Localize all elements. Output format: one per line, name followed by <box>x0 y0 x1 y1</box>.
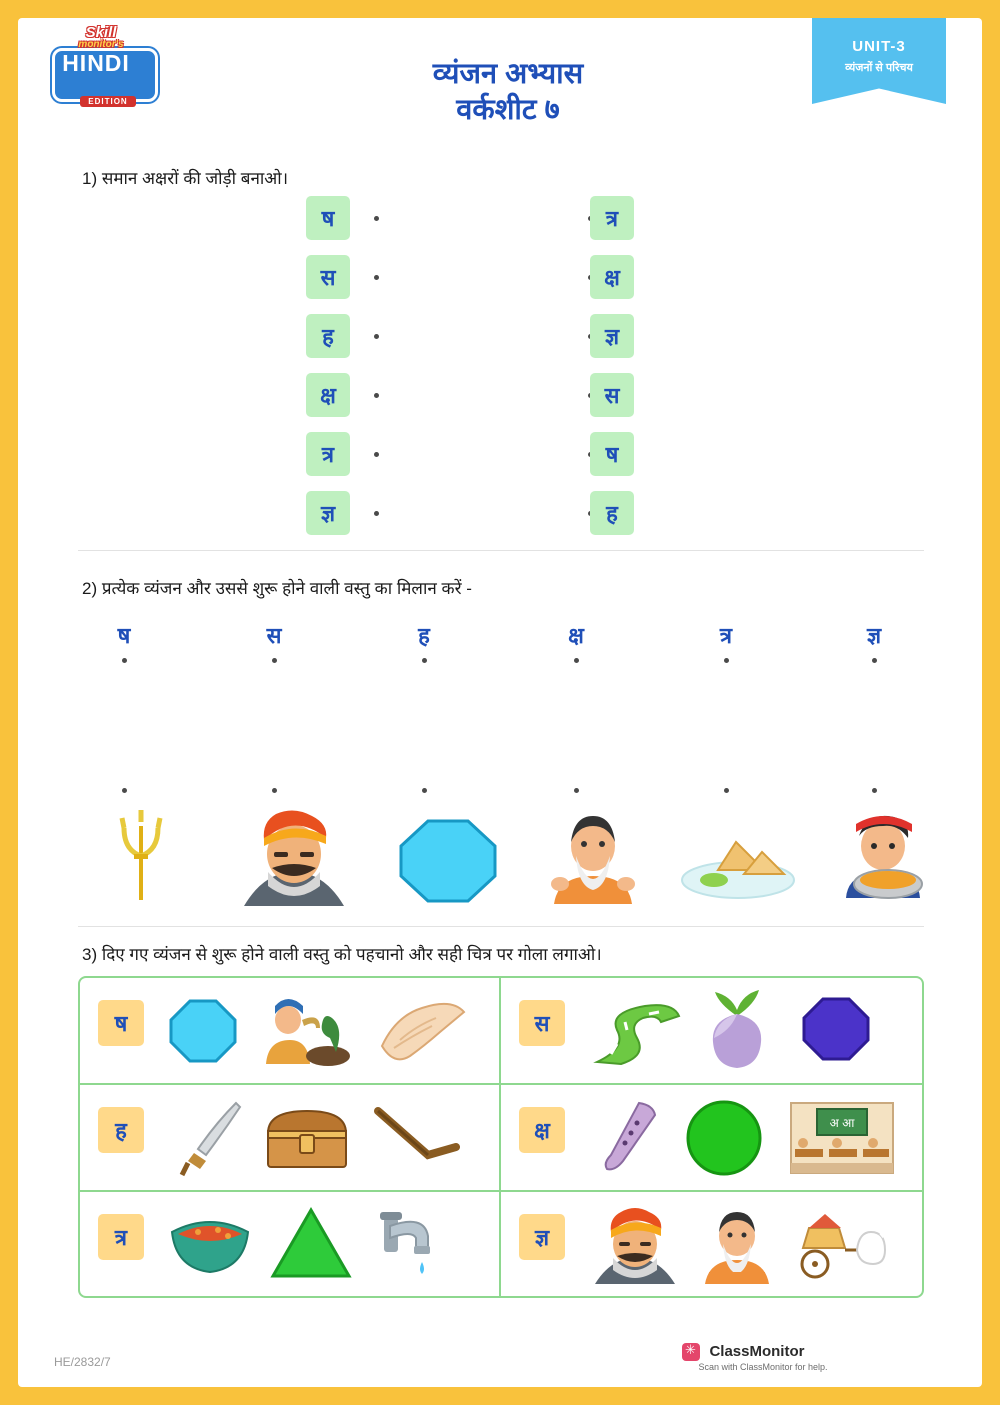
q1-right-tile[interactable]: क्ष <box>590 255 634 299</box>
unit-ribbon <box>812 18 946 104</box>
q3-row-letter: क्ष <box>519 1107 565 1153</box>
q1-left-tile[interactable]: क्ष <box>306 373 350 417</box>
worksheet-code: HE/2832/7 <box>54 1355 111 1369</box>
q2-top-dot[interactable] <box>422 658 427 663</box>
q2-bottom-dot[interactable] <box>872 788 877 793</box>
question-3-grid <box>78 976 924 1298</box>
q2-top-dot[interactable] <box>574 658 579 663</box>
q3-row-letter: स <box>519 1000 565 1046</box>
q1-right-tile[interactable]: स <box>590 373 634 417</box>
q1-left-dot[interactable] <box>374 275 379 280</box>
sage-icon[interactable] <box>538 804 648 908</box>
q2-bottom-dot[interactable] <box>724 788 729 793</box>
q2-top-dot[interactable] <box>872 658 877 663</box>
q3-cell <box>501 978 922 1085</box>
q3-cell <box>80 1192 501 1296</box>
q3-cell <box>501 1192 922 1296</box>
q2-bottom-dot[interactable] <box>122 788 127 793</box>
logo-monitor-text: monitor's <box>78 39 124 50</box>
q3-cell <box>501 1085 922 1192</box>
q2-letter[interactable]: ष <box>117 623 131 648</box>
q2-top-dot[interactable] <box>272 658 277 663</box>
octagon-icon[interactable] <box>168 998 238 1069</box>
treasure-chest-icon[interactable] <box>260 1103 354 1180</box>
q1-left-tile[interactable]: त्र <box>306 432 350 476</box>
logo-edition-badge: EDITION <box>80 96 136 107</box>
purple-octagon-icon[interactable] <box>801 996 871 1067</box>
q2-letter[interactable]: त्र <box>719 623 733 648</box>
q2-letter[interactable]: क्ष <box>568 623 584 648</box>
question-1-text: 1) समान अक्षरों की जोड़ी बनाओ। <box>82 169 289 188</box>
q2-letter[interactable]: ज्ञ <box>866 623 882 648</box>
logo-skill-text: Skill <box>85 24 117 41</box>
section-divider <box>78 550 924 551</box>
q1-left-dot[interactable] <box>374 452 379 457</box>
q2-letter[interactable]: ह <box>418 623 430 648</box>
q2-bottom-dot[interactable] <box>574 788 579 793</box>
question-2-text: 2) प्रत्येक व्यंजन और उससे शुरू होने वाली वस्तु का मिलान करें - <box>82 579 472 598</box>
logo-hindi-text: HINDI <box>62 50 130 76</box>
green-triangle-icon[interactable] <box>270 1206 352 1285</box>
worksheet-page <box>18 18 982 1387</box>
halwai-icon[interactable] <box>828 806 938 906</box>
q3-row-letter: त्र <box>98 1214 144 1260</box>
unit-subtitle: व्यंजनों से परिचय <box>845 62 913 74</box>
kshatriya-icon[interactable] <box>587 1206 683 1291</box>
samosa-plate-icon[interactable] <box>678 818 798 902</box>
title-line-2: वर्कशीट ७ <box>456 94 560 126</box>
classmonitor-logo-icon <box>682 1343 700 1361</box>
brand-logo <box>46 26 158 118</box>
q1-left-tile[interactable]: स <box>306 255 350 299</box>
q1-left-dot[interactable] <box>374 393 379 398</box>
brand-name: ClassMonitor <box>709 1343 805 1361</box>
kshatriya-icon[interactable] <box>234 806 354 908</box>
q3-cell <box>80 1085 501 1192</box>
green-circle-icon[interactable] <box>685 1099 763 1182</box>
q2-letter[interactable]: स <box>266 623 282 648</box>
road-icon[interactable] <box>587 996 683 1071</box>
turnip-icon[interactable] <box>697 990 777 1077</box>
conch-shell-icon[interactable] <box>370 992 470 1075</box>
svg-text:अ आ: अ आ <box>829 1116 855 1130</box>
octagon-icon[interactable] <box>398 818 498 904</box>
q2-top-dot[interactable] <box>122 658 127 663</box>
classmonitor-brand <box>682 1343 882 1373</box>
classroom-icon[interactable] <box>789 1101 895 1180</box>
sage-icon[interactable] <box>693 1204 781 1291</box>
trishul-icon[interactable] <box>96 808 186 908</box>
shehnai-icon[interactable] <box>595 1099 665 1182</box>
sapera-icon[interactable] <box>258 994 358 1073</box>
chariot-icon[interactable] <box>789 1206 895 1287</box>
brand-subtext: Scan with ClassMonitor for help. <box>698 1362 828 1372</box>
title-line-1: व्यंजन अभ्यास <box>432 58 584 90</box>
q1-left-dot[interactable] <box>374 334 379 339</box>
q1-right-tile[interactable]: त्र <box>590 196 634 240</box>
q3-row-letter: ह <box>98 1107 144 1153</box>
q3-cell <box>80 978 501 1085</box>
question-3-text: 3) दिए गए व्यंजन से शुरू होने वाली वस्तु को पहचानो और सही चित्र पर गोला लगाओ। <box>82 945 602 964</box>
sword-icon[interactable] <box>176 1097 246 1184</box>
q1-left-tile[interactable]: ह <box>306 314 350 358</box>
q1-right-tile[interactable]: ह <box>590 491 634 535</box>
q2-bottom-dot[interactable] <box>422 788 427 793</box>
q1-right-tile[interactable]: ष <box>590 432 634 476</box>
unit-label: UNIT-3 <box>852 38 906 55</box>
page-title <box>318 56 698 128</box>
q3-row-letter: ज्ञ <box>519 1214 565 1260</box>
q2-bottom-dot[interactable] <box>272 788 277 793</box>
q1-left-tile[interactable]: ज्ञ <box>306 491 350 535</box>
tap-icon[interactable] <box>376 1206 454 1285</box>
section-divider <box>78 926 924 927</box>
q1-left-tile[interactable]: ष <box>306 196 350 240</box>
q1-left-dot[interactable] <box>374 216 379 221</box>
q1-left-dot[interactable] <box>374 511 379 516</box>
q3-row-letter: ष <box>98 1000 144 1046</box>
bowl-of-curry-icon[interactable] <box>168 1214 252 1281</box>
q1-right-tile[interactable]: ज्ञ <box>590 314 634 358</box>
q2-top-dot[interactable] <box>724 658 729 663</box>
hockey-stick-icon[interactable] <box>372 1105 462 1174</box>
